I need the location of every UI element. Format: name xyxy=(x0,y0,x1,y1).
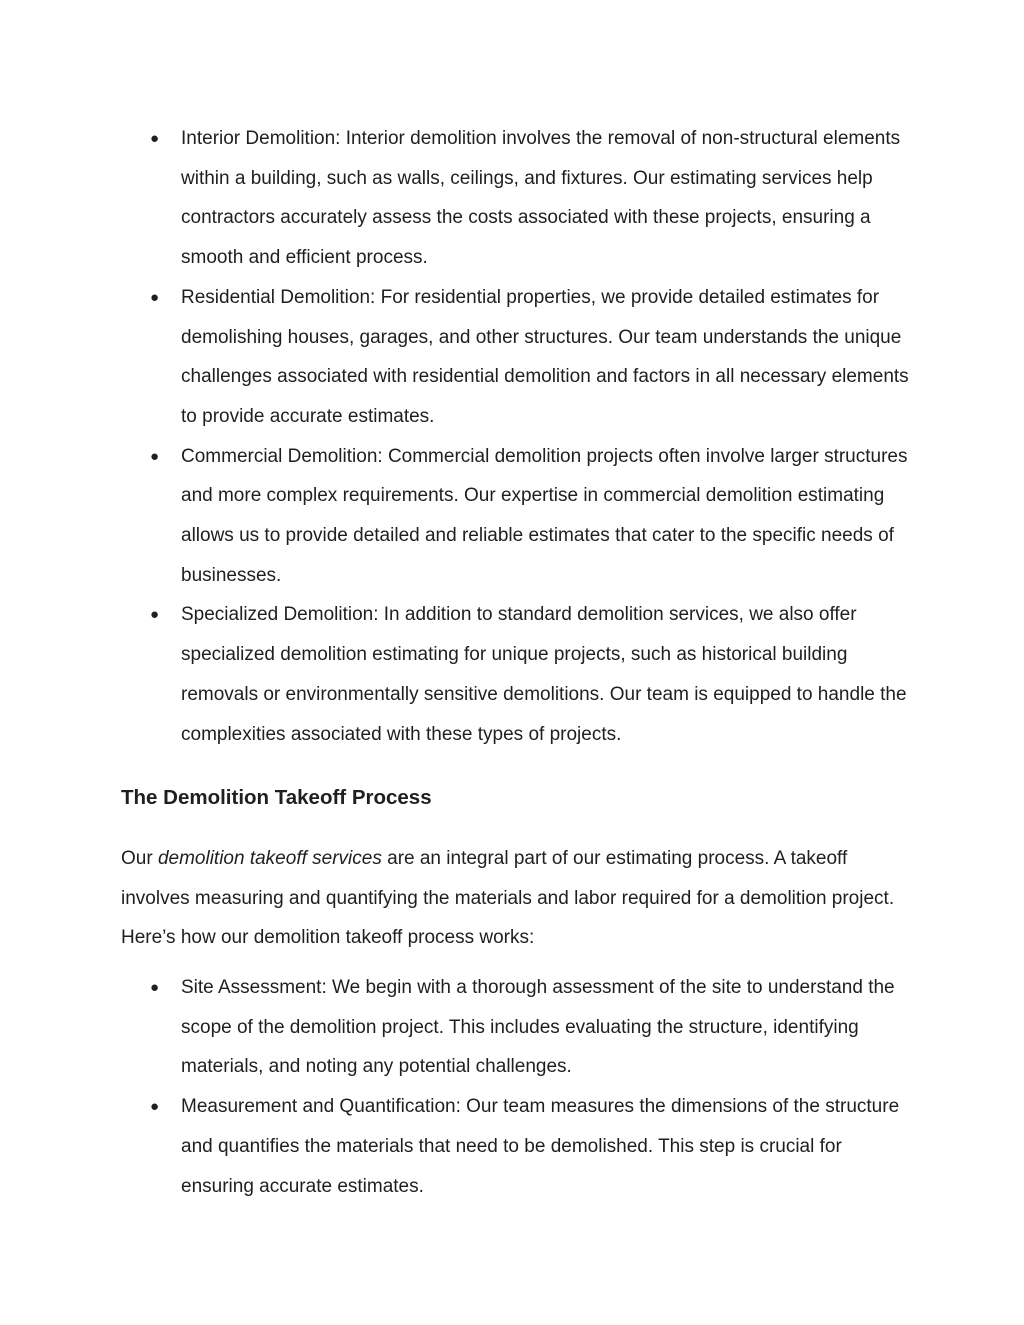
list-item-text: Commercial Demolition: Commercial demolition projects often involve larger structures and more complex requirements. Our expertise in commercial demolition estimating allows us to provide detailed and reliable estimates that cater to the specific needs of businesses. xyxy=(181,445,908,586)
bullet-icon: ● xyxy=(150,979,160,996)
list-item xyxy=(0,595,1024,754)
list-item xyxy=(0,437,1024,596)
bullet-icon: ● xyxy=(150,130,160,147)
intro-prefix: Our xyxy=(121,848,158,869)
list-item xyxy=(0,968,1024,1087)
list-item-text: Residential Demolition: For residential properties, we provide detailed estimates for demolishing houses, garages, and other structures. Our team understands the unique challenges associated with residential demolition and factors in all necessary elements to provide accurate estimates. xyxy=(181,286,909,427)
intro-suffix: are an integral part of our estimating process. A takeoff involves measuring and quantifying the materials and labor required for a demolition project. Here’s how our demolition takeoff process works: xyxy=(121,848,895,949)
bullet-icon: ● xyxy=(150,1098,160,1116)
list-item xyxy=(0,119,1024,278)
section-heading: The Demolition Takeoff Process xyxy=(121,786,432,809)
takeoff-steps-list xyxy=(0,968,1024,1206)
list-item-text: Interior Demolition: Interior demolition involves the removal of non-structural elements within a building, such as walls, ceilings, and fixtures. Our estimating services help contractors accurately assess the costs associated with these projects, ensuring a smooth and efficient process. xyxy=(181,128,901,269)
list-item xyxy=(0,278,1024,437)
list-item-text: Measurement and Quantification: Our team measures the dimensions of the structure and quantifies the materials that need to be demolished. This step is crucial for ensuring accurate estimates. xyxy=(181,1096,900,1197)
list-item-text: Site Assessment: We begin with a thorough assessment of the site to understand the scope of the demolition project. This includes evaluating the structure, identifying materials, and noting any potential challenges. xyxy=(181,977,895,1078)
list-item xyxy=(0,1087,1024,1206)
bullet-icon: ● xyxy=(150,606,160,624)
intro-emphasis: demolition takeoff services xyxy=(157,848,382,869)
bullet-icon: ● xyxy=(150,288,160,306)
intro-paragraph xyxy=(121,839,921,958)
bullet-icon: ● xyxy=(150,447,160,465)
list-item-text: Specialized Demolition: In addition to standard demolition services, we also offer specialized demolition estimating for unique projects, such as historical building removals or environmentally sensitive demolitions. Our team is equipped to handle the complexities associated with these types of projects. xyxy=(181,604,907,745)
demolition-types-list xyxy=(0,119,1024,754)
